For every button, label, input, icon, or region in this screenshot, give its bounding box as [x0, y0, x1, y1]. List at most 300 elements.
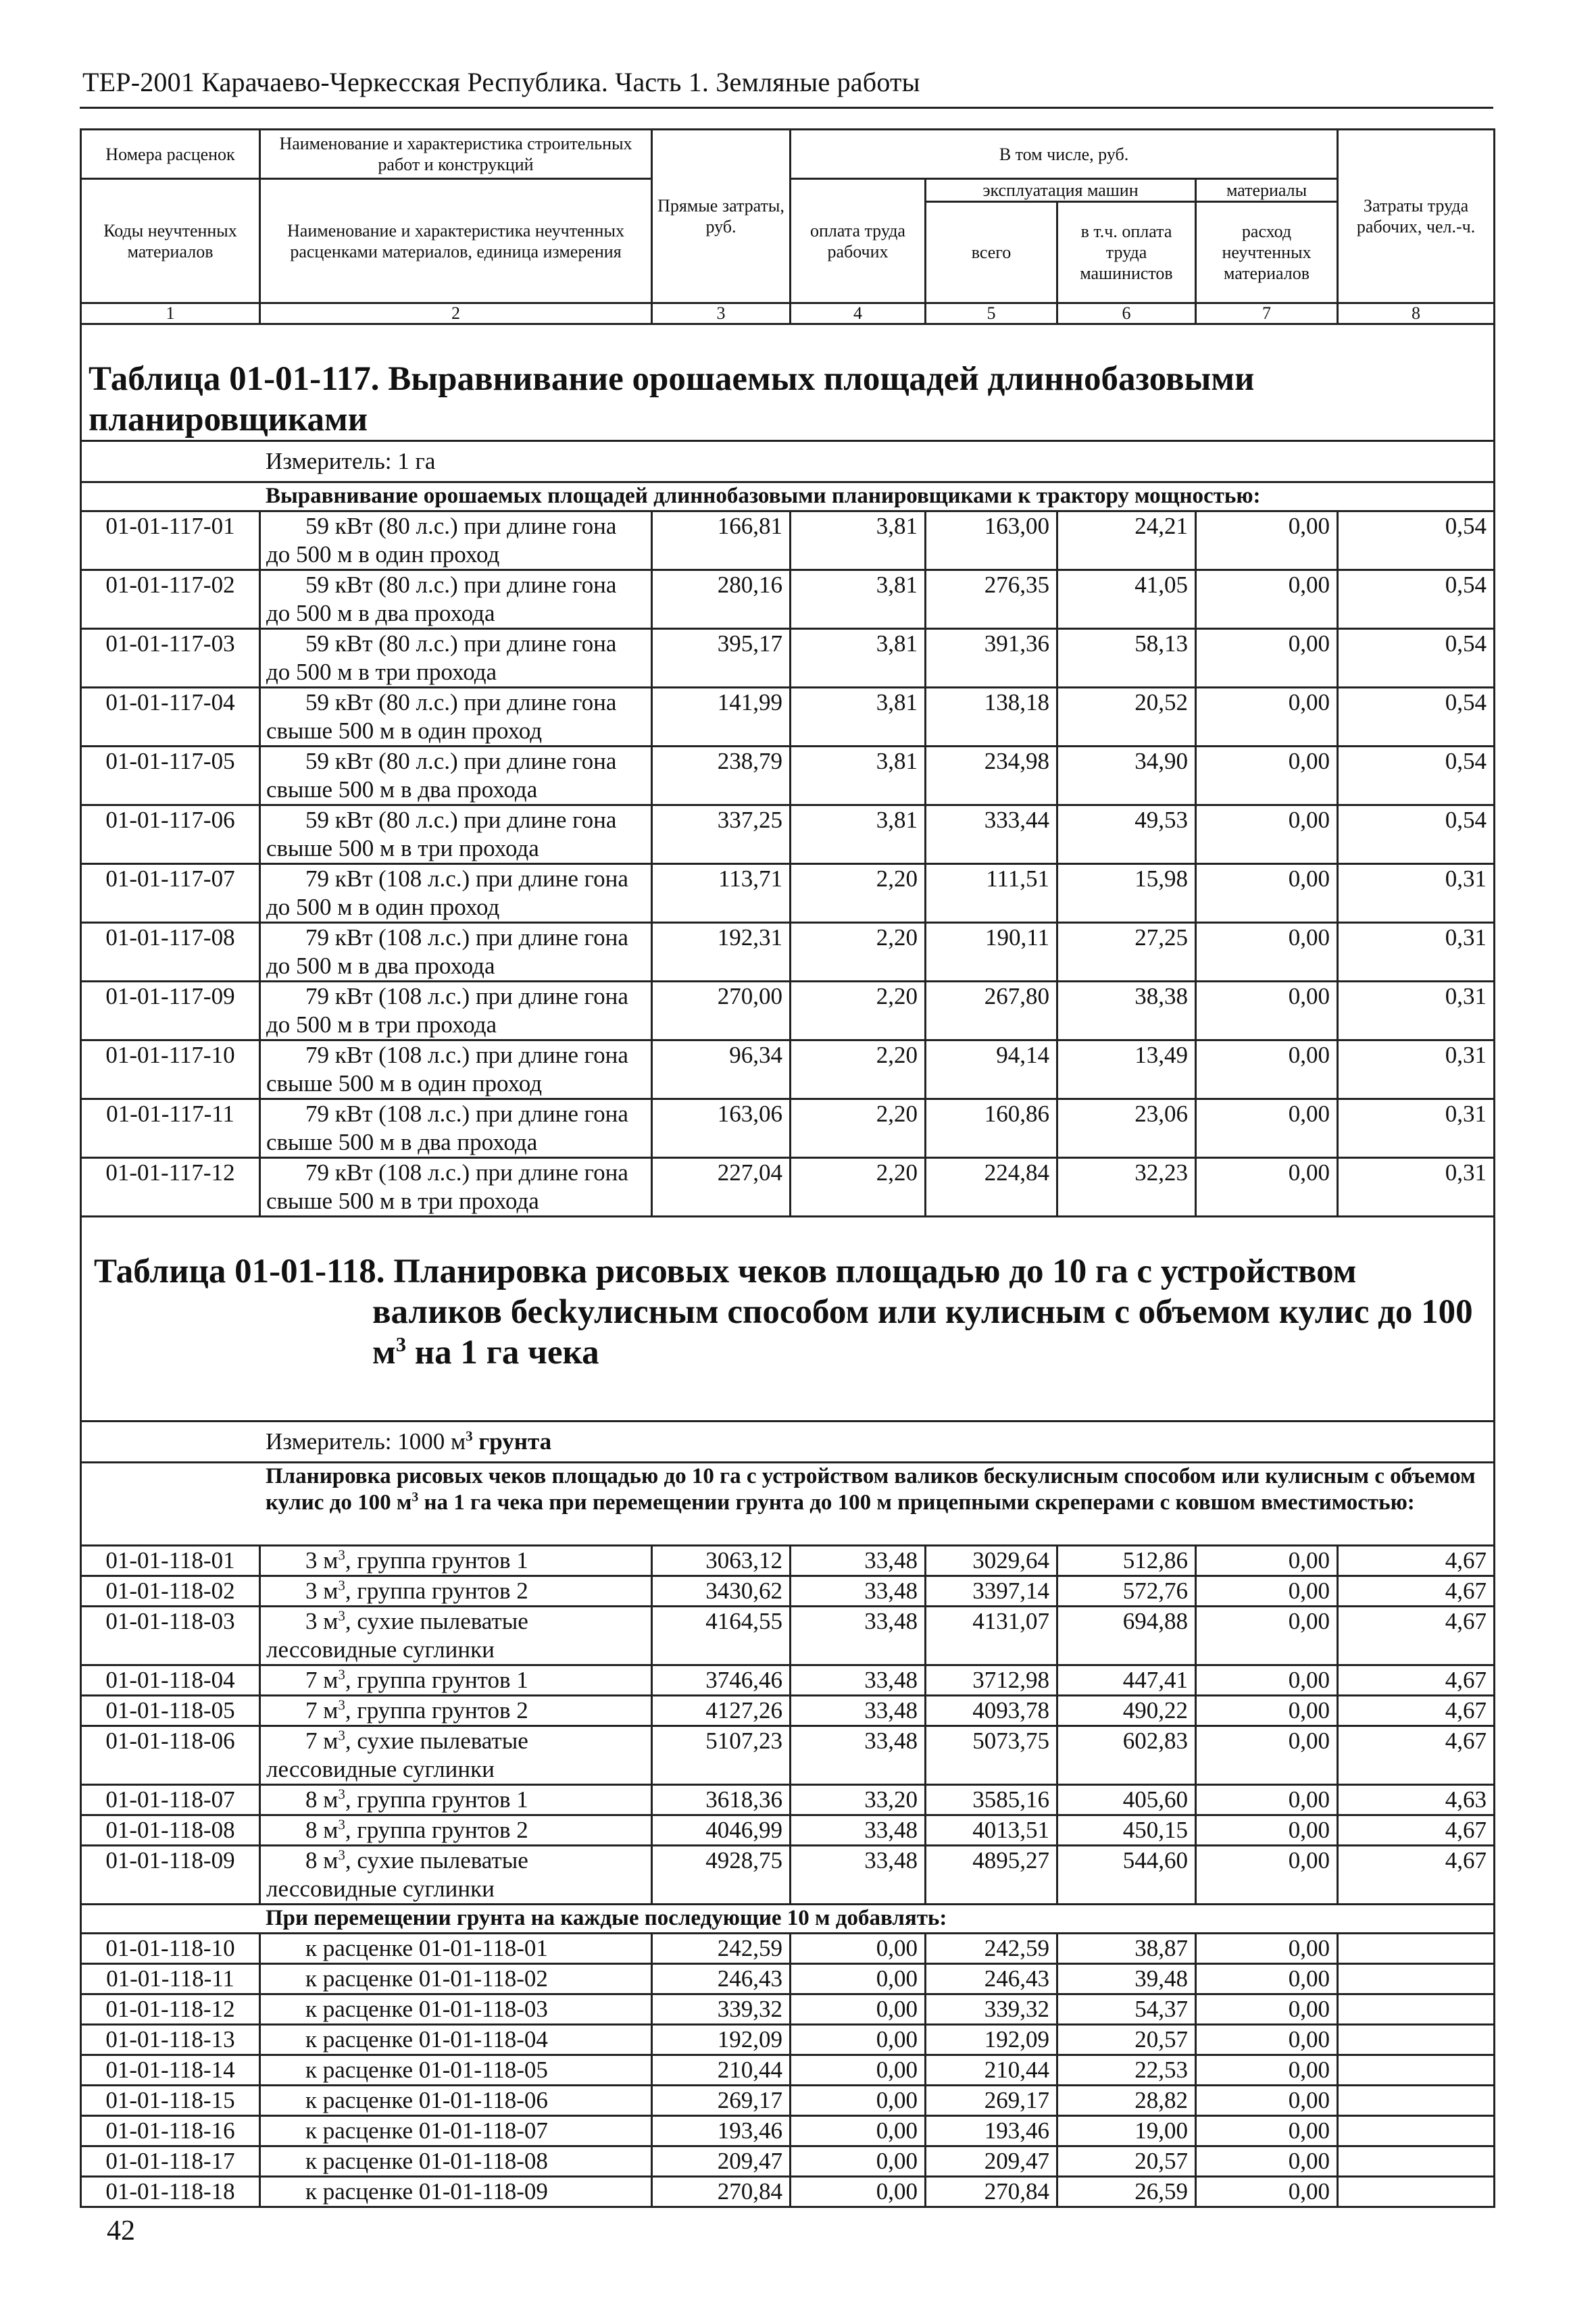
table-row — [81, 688, 1495, 747]
value-labor: 2,20 — [791, 1158, 926, 1217]
text-part: , сухие пылеватые лессовидные суглинки — [266, 1608, 528, 1663]
value-labor: 0,00 — [791, 1934, 926, 1964]
value-operators: 490,22 — [1057, 1696, 1196, 1726]
column-number: 2 — [260, 303, 652, 324]
value-machines: 4131,07 — [926, 1607, 1057, 1665]
text-part: , группа грунтов 2 — [345, 1817, 528, 1843]
value-operators: 27,25 — [1057, 923, 1196, 982]
work-description: 79 кВт (108 л.с.) при длине гона свыше 500 м в два прохода — [260, 1099, 652, 1158]
value-machines: 3029,64 — [926, 1546, 1057, 1576]
work-description — [260, 1785, 652, 1815]
text-part: 3 м — [305, 1547, 339, 1574]
title-line — [372, 1293, 1473, 1372]
value-hours: 0,31 — [1338, 1158, 1495, 1217]
col-header-material-codes: Коды неучтенных материалов — [81, 179, 260, 303]
value-materials: 0,00 — [1196, 570, 1338, 629]
value-machines: 242,59 — [926, 1934, 1057, 1964]
rate-code: 01-01-117-09 — [81, 982, 260, 1040]
table2-subheading — [81, 1463, 1495, 1546]
work-description — [260, 1815, 652, 1846]
superscript: 3 — [395, 1333, 407, 1356]
value-machines: 276,35 — [926, 570, 1057, 629]
value-hours: 4,67 — [1338, 1726, 1495, 1785]
col-header-material-name: Наименование и характеристика неучтенных расценками материалов, единица измерения — [260, 179, 652, 303]
rate-code: 01-01-118-16 — [81, 2116, 260, 2146]
value-hours: 0,31 — [1338, 982, 1495, 1040]
value-materials: 0,00 — [1196, 923, 1338, 982]
value-operators: 450,15 — [1057, 1815, 1196, 1846]
superscript: 3 — [338, 1577, 345, 1594]
value-labor: 0,00 — [791, 2025, 926, 2055]
table-row — [81, 1934, 1495, 1964]
table2-add-heading: При перемещении грунта на каждые последующие 10 м добавлять: — [81, 1905, 1495, 1934]
col-header-machines: эксплуатация машин — [926, 179, 1196, 202]
column-numbers-row — [81, 303, 1495, 324]
work-description: 79 кВт (108 л.с.) при длине гона до 500 м в два прохода — [260, 923, 652, 982]
value-operators: 23,06 — [1057, 1099, 1196, 1158]
superscript: 3 — [338, 1816, 345, 1833]
value-operators: 49,53 — [1057, 805, 1196, 864]
superscript: 3 — [338, 1727, 345, 1744]
text-part: 8 м — [305, 1847, 339, 1873]
text-part: Планировка рисовых чеков площадью до 10 га с устройством валиков бескулисным способом или кулисным с объемом кулис до 100 м — [266, 1464, 1476, 1515]
value-direct: 238,79 — [652, 747, 791, 805]
value-operators: 54,37 — [1057, 1994, 1196, 2025]
value-operators: 602,83 — [1057, 1726, 1196, 1785]
table-row — [81, 1815, 1495, 1846]
column-number: 1 — [81, 303, 260, 324]
col-header-hours: Затраты труда рабочих, чел.-ч. — [1338, 130, 1495, 303]
table-row — [81, 511, 1495, 570]
value-hours: 4,67 — [1338, 1846, 1495, 1905]
value-machines: 333,44 — [926, 805, 1057, 864]
value-direct: 242,59 — [652, 1934, 791, 1964]
value-operators: 58,13 — [1057, 629, 1196, 688]
value-machines: 4013,51 — [926, 1815, 1057, 1846]
value-labor: 33,48 — [791, 1846, 926, 1905]
work-description: 59 кВт (80 л.с.) при длине гона свыше 500 м в три прохода — [260, 805, 652, 864]
superscript: 3 — [412, 1490, 419, 1505]
work-description: 79 кВт (108 л.с.) при длине гона до 500 м в три прохода — [260, 982, 652, 1040]
value-hours: 4,67 — [1338, 1546, 1495, 1576]
value-hours — [1338, 2055, 1495, 2086]
table1-subheading: Выравнивание орошаемых площадей длиннобазовыми планировщиками к трактору мощностью: — [81, 482, 1495, 511]
value-labor: 0,00 — [791, 2086, 926, 2116]
work-description: к расценке 01-01-118-01 — [260, 1934, 652, 1964]
rate-code: 01-01-117-08 — [81, 923, 260, 982]
col-header-machines-total: всего — [926, 202, 1057, 303]
value-operators: 19,00 — [1057, 2116, 1196, 2146]
value-direct: 337,25 — [652, 805, 791, 864]
value-hours: 0,31 — [1338, 923, 1495, 982]
table-row — [81, 1696, 1495, 1726]
value-materials: 0,00 — [1196, 1546, 1338, 1576]
value-materials: 0,00 — [1196, 1846, 1338, 1905]
value-materials: 0,00 — [1196, 1040, 1338, 1099]
value-labor: 0,00 — [791, 2116, 926, 2146]
value-direct: 141,99 — [652, 688, 791, 747]
value-labor: 33,48 — [791, 1815, 926, 1846]
value-machines: 224,84 — [926, 1158, 1057, 1217]
value-machines: 4093,78 — [926, 1696, 1057, 1726]
value-direct: 4046,99 — [652, 1815, 791, 1846]
rate-code: 01-01-117-05 — [81, 747, 260, 805]
value-labor: 2,20 — [791, 1099, 926, 1158]
value-machines: 193,46 — [926, 2116, 1057, 2146]
value-materials: 0,00 — [1196, 2025, 1338, 2055]
value-hours: 4,67 — [1338, 1576, 1495, 1607]
column-number: 8 — [1338, 303, 1495, 324]
value-materials: 0,00 — [1196, 864, 1338, 923]
rate-code: 01-01-118-17 — [81, 2146, 260, 2177]
rate-code: 01-01-117-11 — [81, 1099, 260, 1158]
work-description — [260, 1665, 652, 1696]
value-operators: 694,88 — [1057, 1607, 1196, 1665]
value-machines: 190,11 — [926, 923, 1057, 982]
value-labor: 0,00 — [791, 1994, 926, 2025]
value-operators: 13,49 — [1057, 1040, 1196, 1099]
value-direct: 4164,55 — [652, 1607, 791, 1665]
rate-code: 01-01-118-14 — [81, 2055, 260, 2086]
table1-meter: Измеритель: 1 га — [81, 441, 1495, 482]
title-line: Таблица 01-01-118. Планировка рисовых чеков площадью до 10 га с устройством валиков — [94, 1253, 1357, 1331]
work-description — [260, 1696, 652, 1726]
work-description — [260, 1546, 652, 1576]
value-materials: 0,00 — [1196, 1607, 1338, 1665]
column-number: 3 — [652, 303, 791, 324]
value-hours — [1338, 2116, 1495, 2146]
column-number: 4 — [791, 303, 926, 324]
text-part: грунта — [472, 1428, 552, 1455]
value-direct: 113,71 — [652, 864, 791, 923]
rate-code: 01-01-118-04 — [81, 1665, 260, 1696]
table-row — [81, 805, 1495, 864]
value-direct: 192,09 — [652, 2025, 791, 2055]
value-materials: 0,00 — [1196, 1576, 1338, 1607]
value-materials: 0,00 — [1196, 1665, 1338, 1696]
value-machines: 111,51 — [926, 864, 1057, 923]
value-hours — [1338, 2146, 1495, 2177]
col-header-direct: Прямые затраты, руб. — [652, 130, 791, 303]
table-row — [81, 1964, 1495, 1994]
value-labor: 2,20 — [791, 923, 926, 982]
value-materials: 0,00 — [1196, 747, 1338, 805]
value-labor: 3,81 — [791, 747, 926, 805]
value-materials: 0,00 — [1196, 2086, 1338, 2116]
rate-code: 01-01-118-15 — [81, 2086, 260, 2116]
value-labor: 33,48 — [791, 1726, 926, 1785]
rate-code: 01-01-117-06 — [81, 805, 260, 864]
work-description: к расценке 01-01-118-05 — [260, 2055, 652, 2086]
value-direct: 4928,75 — [652, 1846, 791, 1905]
value-operators: 41,05 — [1057, 570, 1196, 629]
value-labor: 3,81 — [791, 511, 926, 570]
value-machines: 3712,98 — [926, 1665, 1057, 1696]
table-row — [81, 1040, 1495, 1099]
value-hours: 0,31 — [1338, 1040, 1495, 1099]
text-part: 3 м — [305, 1578, 339, 1604]
value-machines: 3397,14 — [926, 1576, 1057, 1607]
col-header-materials: материалы — [1196, 179, 1338, 202]
value-operators: 39,48 — [1057, 1964, 1196, 1994]
value-machines: 4895,27 — [926, 1846, 1057, 1905]
value-operators: 544,60 — [1057, 1846, 1196, 1905]
work-description: к расценке 01-01-118-03 — [260, 1994, 652, 2025]
table-row — [81, 2177, 1495, 2207]
rate-code: 01-01-118-06 — [81, 1726, 260, 1785]
value-hours: 0,31 — [1338, 864, 1495, 923]
value-direct: 395,17 — [652, 629, 791, 688]
table-row — [81, 1576, 1495, 1607]
value-direct: 3746,46 — [652, 1665, 791, 1696]
col-header-codes: Номера расценок — [81, 130, 260, 179]
text-part: , группа грунтов 1 — [345, 1786, 528, 1813]
value-materials: 0,00 — [1196, 1696, 1338, 1726]
text-part: бесkулисным способом или кулисным с объемом кулис до 100 м — [372, 1293, 1473, 1372]
table-row — [81, 864, 1495, 923]
value-machines: 209,47 — [926, 2146, 1057, 2177]
text-part: , группа грунтов 1 — [345, 1547, 528, 1574]
work-description: 79 кВт (108 л.с.) при длине гона до 500 м в один проход — [260, 864, 652, 923]
value-operators: 447,41 — [1057, 1665, 1196, 1696]
value-labor: 33,48 — [791, 1576, 926, 1607]
value-direct: 209,47 — [652, 2146, 791, 2177]
value-direct: 3618,36 — [652, 1785, 791, 1815]
table-row — [81, 1099, 1495, 1158]
text-part: , группа грунтов 2 — [345, 1578, 528, 1604]
value-hours: 4,67 — [1338, 1815, 1495, 1846]
value-labor: 0,00 — [791, 2146, 926, 2177]
table-row — [81, 2116, 1495, 2146]
value-materials: 0,00 — [1196, 688, 1338, 747]
rate-code: 01-01-117-07 — [81, 864, 260, 923]
table-row — [81, 747, 1495, 805]
col-header-materials-use: расход неучтенных материалов — [1196, 202, 1338, 303]
text-part: 7 м — [305, 1697, 339, 1724]
page-number: 42 — [107, 2215, 135, 2246]
value-hours: 4,67 — [1338, 1607, 1495, 1665]
col-header-labor: оплата труда рабочих — [791, 179, 926, 303]
text-part: на 1 га чека при перемещении грунта до 100 м прицепными скреперами с ковшом вместимостью: — [418, 1490, 1415, 1515]
value-hours: 0,54 — [1338, 688, 1495, 747]
value-operators: 34,90 — [1057, 747, 1196, 805]
rate-code: 01-01-118-07 — [81, 1785, 260, 1815]
value-machines: 94,14 — [926, 1040, 1057, 1099]
value-hours — [1338, 2086, 1495, 2116]
value-operators: 20,57 — [1057, 2025, 1196, 2055]
superscript: 3 — [338, 1607, 345, 1624]
value-labor: 33,48 — [791, 1696, 926, 1726]
table2-meter — [81, 1422, 1495, 1463]
rate-code: 01-01-117-04 — [81, 688, 260, 747]
value-operators: 38,87 — [1057, 1934, 1196, 1964]
col-header-operators: в т.ч. оплата труда машинистов — [1057, 202, 1196, 303]
table-row — [81, 1994, 1495, 2025]
col-header-group: В том числе, руб. — [791, 130, 1338, 179]
table-row — [81, 1785, 1495, 1815]
value-hours: 0,54 — [1338, 629, 1495, 688]
rate-code: 01-01-118-10 — [81, 1934, 260, 1964]
value-hours: 4,63 — [1338, 1785, 1495, 1815]
estimate-table — [80, 128, 1495, 2208]
rate-code: 01-01-118-01 — [81, 1546, 260, 1576]
superscript: 3 — [338, 1546, 345, 1563]
value-operators: 32,23 — [1057, 1158, 1196, 1217]
work-description: к расценке 01-01-118-02 — [260, 1964, 652, 1994]
work-description: 59 кВт (80 л.с.) при длине гона до 500 м в один проход — [260, 511, 652, 570]
rate-code: 01-01-117-03 — [81, 629, 260, 688]
rate-code: 01-01-118-09 — [81, 1846, 260, 1905]
work-description: 59 кВт (80 л.с.) при длине гона свыше 500 м в два прохода — [260, 747, 652, 805]
value-labor: 33,48 — [791, 1665, 926, 1696]
value-hours: 0,31 — [1338, 1099, 1495, 1158]
rate-code: 01-01-117-01 — [81, 511, 260, 570]
value-operators: 22,53 — [1057, 2055, 1196, 2086]
value-machines: 163,00 — [926, 511, 1057, 570]
work-description: к расценке 01-01-118-08 — [260, 2146, 652, 2177]
value-machines: 234,98 — [926, 747, 1057, 805]
superscript: 3 — [338, 1696, 345, 1713]
value-hours — [1338, 1994, 1495, 2025]
work-description — [260, 1846, 652, 1905]
value-labor: 0,00 — [791, 1964, 926, 1994]
value-labor: 33,48 — [791, 1607, 926, 1665]
rate-code: 01-01-118-02 — [81, 1576, 260, 1607]
value-labor: 33,48 — [791, 1546, 926, 1576]
text-part: , сухие пылеватые лессовидные суглинки — [266, 1728, 528, 1782]
value-hours: 0,54 — [1338, 747, 1495, 805]
rate-code: 01-01-118-05 — [81, 1696, 260, 1726]
text-part: , сухие пылеватые лессовидные суглинки — [266, 1847, 528, 1902]
value-operators: 28,82 — [1057, 2086, 1196, 2116]
value-direct: 163,06 — [652, 1099, 791, 1158]
table-row — [81, 1607, 1495, 1665]
table-row — [81, 1158, 1495, 1217]
rate-code: 01-01-118-08 — [81, 1815, 260, 1846]
value-direct: 339,32 — [652, 1994, 791, 2025]
value-machines: 270,84 — [926, 2177, 1057, 2207]
value-operators: 405,60 — [1057, 1785, 1196, 1815]
table-row — [81, 2086, 1495, 2116]
text-part: 8 м — [305, 1817, 339, 1843]
value-hours: 0,54 — [1338, 570, 1495, 629]
value-machines: 5073,75 — [926, 1726, 1057, 1785]
value-machines: 192,09 — [926, 2025, 1057, 2055]
value-direct: 193,46 — [652, 2116, 791, 2146]
superscript: 3 — [338, 1666, 345, 1683]
work-description: 79 кВт (108 л.с.) при длине гона свыше 500 м в один проход — [260, 1040, 652, 1099]
value-operators: 38,38 — [1057, 982, 1196, 1040]
value-materials: 0,00 — [1196, 629, 1338, 688]
work-description: к расценке 01-01-118-06 — [260, 2086, 652, 2116]
text-part: 3 м — [305, 1608, 339, 1634]
value-machines: 246,43 — [926, 1964, 1057, 1994]
table-row — [81, 2146, 1495, 2177]
value-direct: 4127,26 — [652, 1696, 791, 1726]
value-machines: 391,36 — [926, 629, 1057, 688]
text-part: Измеритель: 1000 м — [266, 1428, 466, 1455]
value-direct: 210,44 — [652, 2055, 791, 2086]
work-description: к расценке 01-01-118-04 — [260, 2025, 652, 2055]
value-hours — [1338, 1934, 1495, 1964]
value-machines: 3585,16 — [926, 1785, 1057, 1815]
rate-code: 01-01-117-02 — [81, 570, 260, 629]
value-materials: 0,00 — [1196, 511, 1338, 570]
value-labor: 2,20 — [791, 982, 926, 1040]
value-machines: 339,32 — [926, 1994, 1057, 2025]
value-labor: 2,20 — [791, 1040, 926, 1099]
value-labor: 3,81 — [791, 688, 926, 747]
work-description: 79 кВт (108 л.с.) при длине гона свыше 500 м в три прохода — [260, 1158, 652, 1217]
work-description: 59 кВт (80 л.с.) при длине гона до 500 м в два прохода — [260, 570, 652, 629]
value-materials: 0,00 — [1196, 1994, 1338, 2025]
value-direct: 5107,23 — [652, 1726, 791, 1785]
value-materials: 0,00 — [1196, 1964, 1338, 1994]
value-materials: 0,00 — [1196, 1099, 1338, 1158]
text-part: 7 м — [305, 1728, 339, 1754]
column-number: 7 — [1196, 303, 1338, 324]
value-direct: 3063,12 — [652, 1546, 791, 1576]
value-materials: 0,00 — [1196, 1785, 1338, 1815]
value-operators: 26,59 — [1057, 2177, 1196, 2207]
value-hours: 4,67 — [1338, 1665, 1495, 1696]
table-row — [81, 1846, 1495, 1905]
table-row — [81, 2025, 1495, 2055]
table-row — [81, 1726, 1495, 1785]
superscript: 3 — [338, 1786, 345, 1803]
work-description — [260, 1607, 652, 1665]
value-machines: 138,18 — [926, 688, 1057, 747]
text-part: 7 м — [305, 1667, 339, 1693]
table-row — [81, 570, 1495, 629]
table-row — [81, 923, 1495, 982]
value-materials: 0,00 — [1196, 2146, 1338, 2177]
value-materials: 0,00 — [1196, 2177, 1338, 2207]
column-number: 5 — [926, 303, 1057, 324]
value-materials: 0,00 — [1196, 1815, 1338, 1846]
table-row — [81, 2055, 1495, 2086]
value-materials: 0,00 — [1196, 2055, 1338, 2086]
table-row — [81, 629, 1495, 688]
value-labor: 0,00 — [791, 2177, 926, 2207]
rate-code: 01-01-118-03 — [81, 1607, 260, 1665]
value-labor: 33,20 — [791, 1785, 926, 1815]
value-materials: 0,00 — [1196, 982, 1338, 1040]
col-header-name: Наименование и характеристика строительных работ и конструкций — [260, 130, 652, 179]
value-materials: 0,00 — [1196, 805, 1338, 864]
value-direct: 280,16 — [652, 570, 791, 629]
table-row — [81, 1546, 1495, 1576]
page-header: ТЕР-2001 Карачаево-Черкесская Республика. Часть 1. Земляные работы — [82, 67, 920, 97]
value-labor: 2,20 — [791, 864, 926, 923]
value-hours: 0,54 — [1338, 805, 1495, 864]
text-part: 8 м — [305, 1786, 339, 1813]
value-operators: 24,21 — [1057, 511, 1196, 570]
table-row — [81, 1665, 1495, 1696]
value-materials: 0,00 — [1196, 1726, 1338, 1785]
table1-title: Таблица 01-01-117. Выравнивание орошаемых площадей длиннобазовыми планировщиками — [81, 324, 1495, 441]
value-direct: 96,34 — [652, 1040, 791, 1099]
work-description: 59 кВт (80 л.с.) при длине гона до 500 м в три прохода — [260, 629, 652, 688]
value-labor: 3,81 — [791, 805, 926, 864]
superscript: 3 — [466, 1428, 473, 1444]
header-rule — [80, 107, 1493, 109]
table2-title — [81, 1217, 1495, 1422]
column-number: 6 — [1057, 303, 1196, 324]
value-operators: 20,57 — [1057, 2146, 1196, 2177]
value-operators: 512,86 — [1057, 1546, 1196, 1576]
work-description: к расценке 01-01-118-09 — [260, 2177, 652, 2207]
